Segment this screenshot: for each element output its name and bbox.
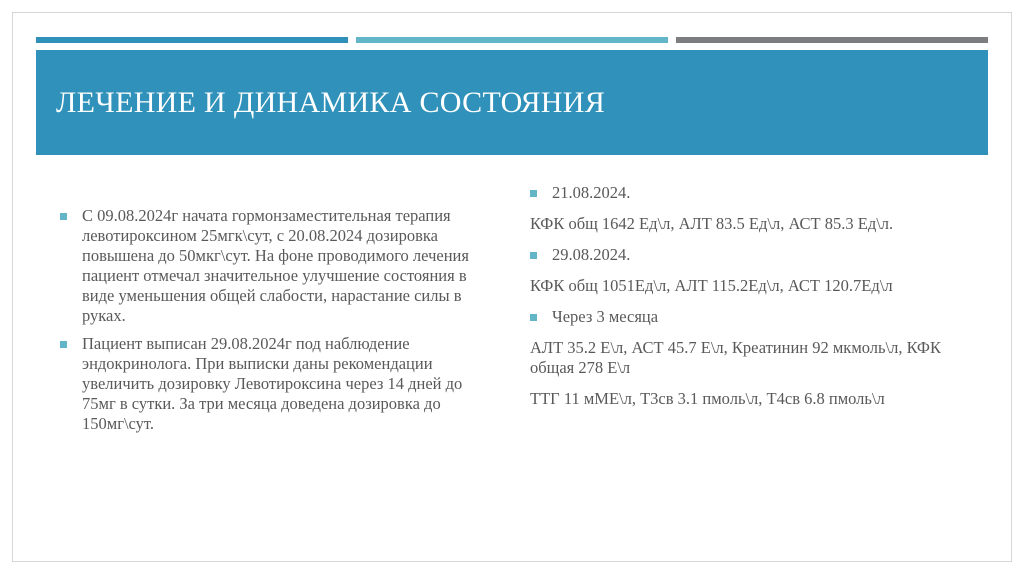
bullet-square-icon xyxy=(530,190,537,197)
lab-results-text: АЛТ 35.2 Е\л, АСТ 45.7 Е\л, Креатинин 92 мкмоль\л, КФК общая 278 Е\л xyxy=(530,338,941,377)
lab-results-text: КФК общ 1642 Ед\л, АЛТ 83.5 Ед\л, АСТ 85.3 Ед\л. xyxy=(530,214,894,233)
top-accent-bar-2 xyxy=(356,37,668,43)
lab-results-text: КФК общ 1051Ед\л, АЛТ 115.2Ед\л, АСТ 120.7Ед\л xyxy=(530,276,893,295)
list-item-text: 21.08.2024. xyxy=(552,183,631,202)
bullet-square-icon xyxy=(530,314,537,321)
bullet-square-icon xyxy=(60,213,67,220)
lab-results-text: ТТГ 11 мМЕ\л, Т3св 3.1 пмоль\л, Т4св 6.8 пмоль\л xyxy=(530,389,885,408)
left-column xyxy=(60,206,500,442)
list-item xyxy=(60,334,500,434)
list-item xyxy=(530,183,950,203)
top-accent-bar-3 xyxy=(676,37,988,43)
list-item-text: Пациент выписан 29.08.2024г под наблюдение эндокринолога. При выписки даны рекомендации увеличить дозировку Левотироксина через 14 дней до 75мг в сутки. За три месяца доведена дозировка до 150мг\сут. xyxy=(82,334,463,433)
slide-title: ЛЕЧЕНИЕ И ДИНАМИКА СОСТОЯНИЯ xyxy=(56,85,606,119)
list-item xyxy=(530,307,950,327)
list-item xyxy=(530,245,950,265)
list-item-text: С 09.08.2024г начата гормонзаместительная терапия левотироксином 25мгк\сут, с 20.08.2024 дозировка повышена до 50мкг\сут. На фоне проводимого лечения пациент отмечал значительное улучшение состояния в виде уменьшения общей слабости, нарастание силы в руках. xyxy=(82,206,469,325)
title-band xyxy=(36,50,988,155)
bullet-square-icon xyxy=(60,341,67,348)
list-item xyxy=(60,206,500,326)
bullet-square-icon xyxy=(530,252,537,259)
list-item-text: 29.08.2024. xyxy=(552,245,631,264)
list-item-text: Через 3 месяца xyxy=(552,307,659,326)
top-accent-bar-1 xyxy=(36,37,348,43)
right-column xyxy=(530,183,950,420)
